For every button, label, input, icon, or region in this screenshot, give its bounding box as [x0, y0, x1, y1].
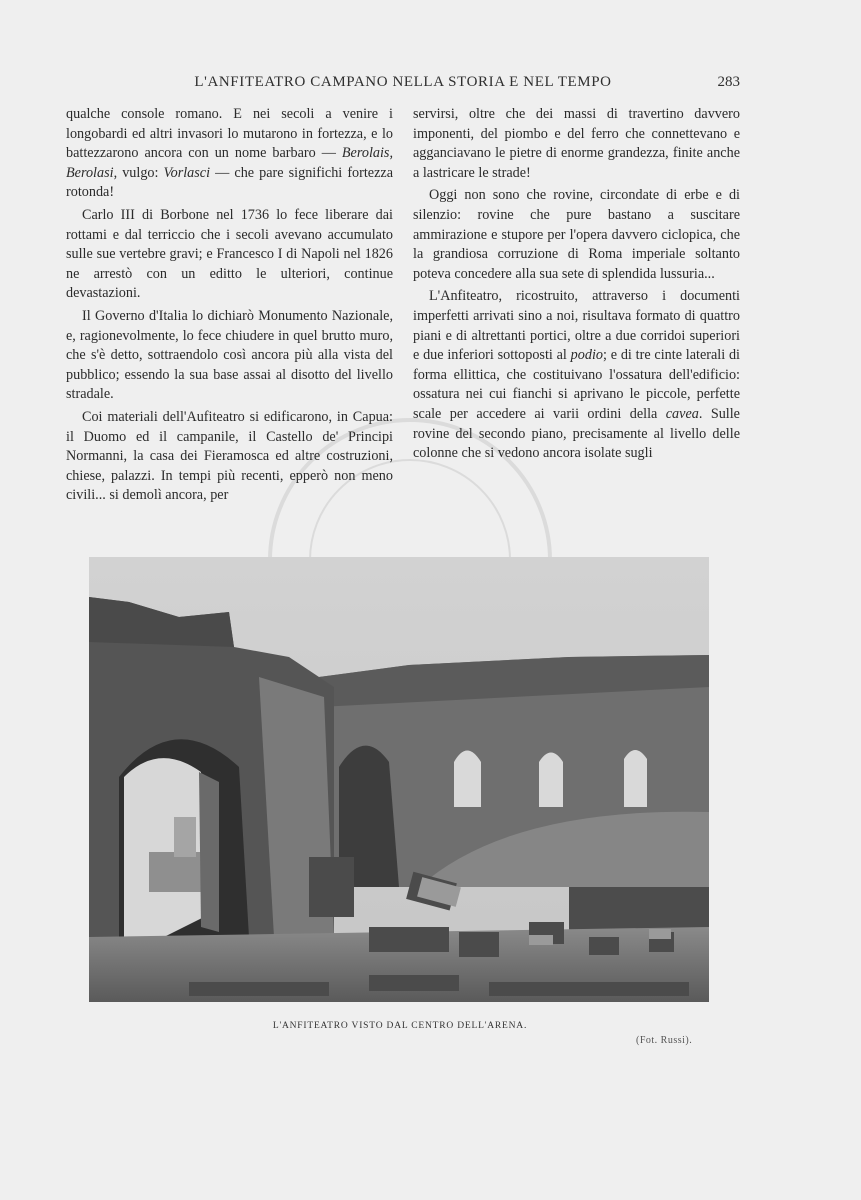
- paragraph: qualche console romano. E nei secoli a venire i longobardi ed altri invasori lo mutarono in fortezza, e lo battezzarono ancora con un nome barbaro — Berolais, Berolasi, vulgo: Vorlasci — che pare significhi fortezza rotonda!: [66, 106, 393, 201]
- paragraph: servirsi, oltre che dei massi di travertino davvero imponenti, del piombo e del ferro che connettevano e agganciavano le pietre di enorme grandezza, finite anche a lastricare le strade!: [413, 106, 740, 181]
- right-text-column: [413, 105, 740, 464]
- page-number: 283: [717, 74, 740, 90]
- amphitheater-photograph: [89, 557, 709, 1002]
- paragraph: Il Governo d'Italia lo dichiarò Monumento Nazionale, e, ragionevolmente, lo fece chiudere in quel brutto muro, che s'è detto, sottraendolo così ancora più alla vista del pubblico; essendo la sua base assai al disotto del livello stradale.: [66, 307, 393, 403]
- paragraph: Coi materiali dell'Aufiteatro si edificarono, in Capua: il Duomo ed il campanile, il Castello de' Principi Normanni, la casa dei Fieramosca ed altre costruzioni, chiese, palazzi. In tempi più recenti, epperò non meno civili... si demolì ancora, per: [66, 408, 393, 504]
- page-header: [66, 74, 740, 94]
- left-text-column: [66, 105, 393, 506]
- running-title: L'ANFITEATRO CAMPANO NELLA STORIA E NEL TEMPO: [194, 74, 612, 90]
- figure-caption: L'ANFITEATRO VISTO DAL CENTRO DELL'ARENA.: [272, 1021, 528, 1031]
- paragraph: Oggi non sono che rovine, circondate di erbe e di silenzio: rovine che pure bastano a suscitare ammirazione e stupore per l'opera davvero ciclopica, che la grandiosa corruzione di Roma imperiale soltanto poteva concedere alla sua sete di splendida lussuria...: [413, 187, 740, 282]
- photo-credit: (Fot. Russi).: [636, 1035, 693, 1046]
- paragraph: Carlo III di Borbone nel 1736 lo fece liberare dai rottami e dal terriccio che i secoli avevano accumulato sulle sue vertebre gravi; e Francesco I di Napoli nel 1826 ne arrestò con un editto le ulteriori, continue devastazioni.: [66, 206, 393, 302]
- paragraph: L'Anfiteatro, ricostruito, attraverso i documenti imperfetti arrivati sino a noi, risultava formato di quattro piani e di altrettanti portici, oltre a due corridoi superiori e due inferiori sottoposti al podio; e di tre cinte laterali di forma ellittica, che costituivano l'ossatura dell'edificio: ossatura nei cui fianchi si aprivano le piccole, perfette scale per accedere ai varii ordini della cavea. Sulle rovine del secondo piano, precisamente al livello delle colonne che si vedono ancora isolate sugli: [413, 288, 740, 462]
